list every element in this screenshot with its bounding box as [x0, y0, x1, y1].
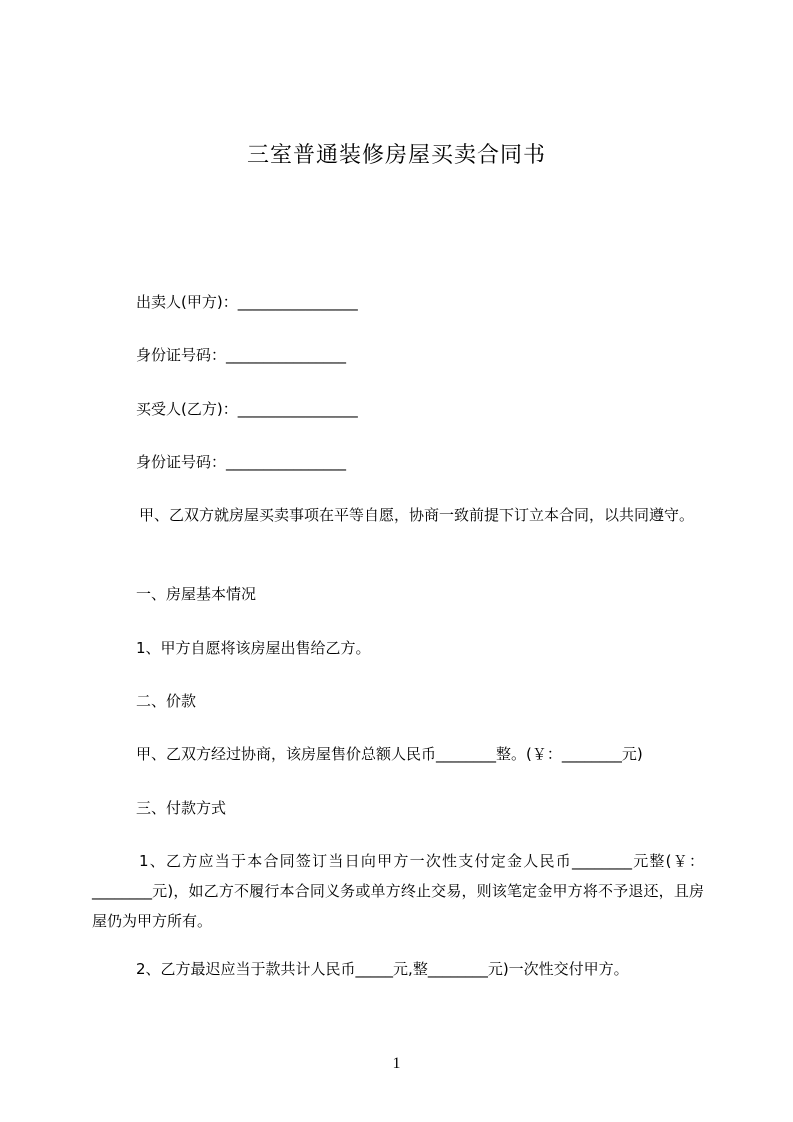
section3-item1: 1、乙方应当于本合同签订当日向甲方一次性支付定金人民币________元整(￥：________元)，如乙方不履行本合同义务或单方终止交易，则该笔定金甲方将不予退还，且房屋仍为甲方所有。	[92, 852, 704, 930]
page-number: 1	[392, 1055, 401, 1072]
section3-item2: 2、乙方最迟应当于款共计人民币_____元,整________元)一次性交付甲方。	[136, 960, 629, 978]
seller-id-field: 身份证号码：________________	[136, 346, 347, 364]
page-title: 三室普通装修房屋买卖合同书	[246, 143, 546, 168]
section2-text: 甲、乙双方经过协商，该房屋售价总额人民币________整。(￥：________元)	[136, 745, 643, 763]
section2-heading: 二、价款	[136, 692, 197, 710]
section1-item1: 1、甲方自愿将该房屋出售给乙方。	[136, 639, 371, 657]
seller-field: 出卖人(甲方)：________________	[136, 293, 358, 311]
section3-heading: 三、付款方式	[136, 799, 227, 817]
buyer-id-field: 身份证号码：________________	[136, 453, 347, 471]
buyer-field: 买受人(乙方)：________________	[136, 400, 358, 418]
preamble-paragraph: 甲、乙双方就房屋买卖事项在平等自愿，协商一致前提下订立本合同，以共同遵守。	[139, 506, 695, 524]
section1-heading: 一、房屋基本情况	[136, 585, 257, 603]
